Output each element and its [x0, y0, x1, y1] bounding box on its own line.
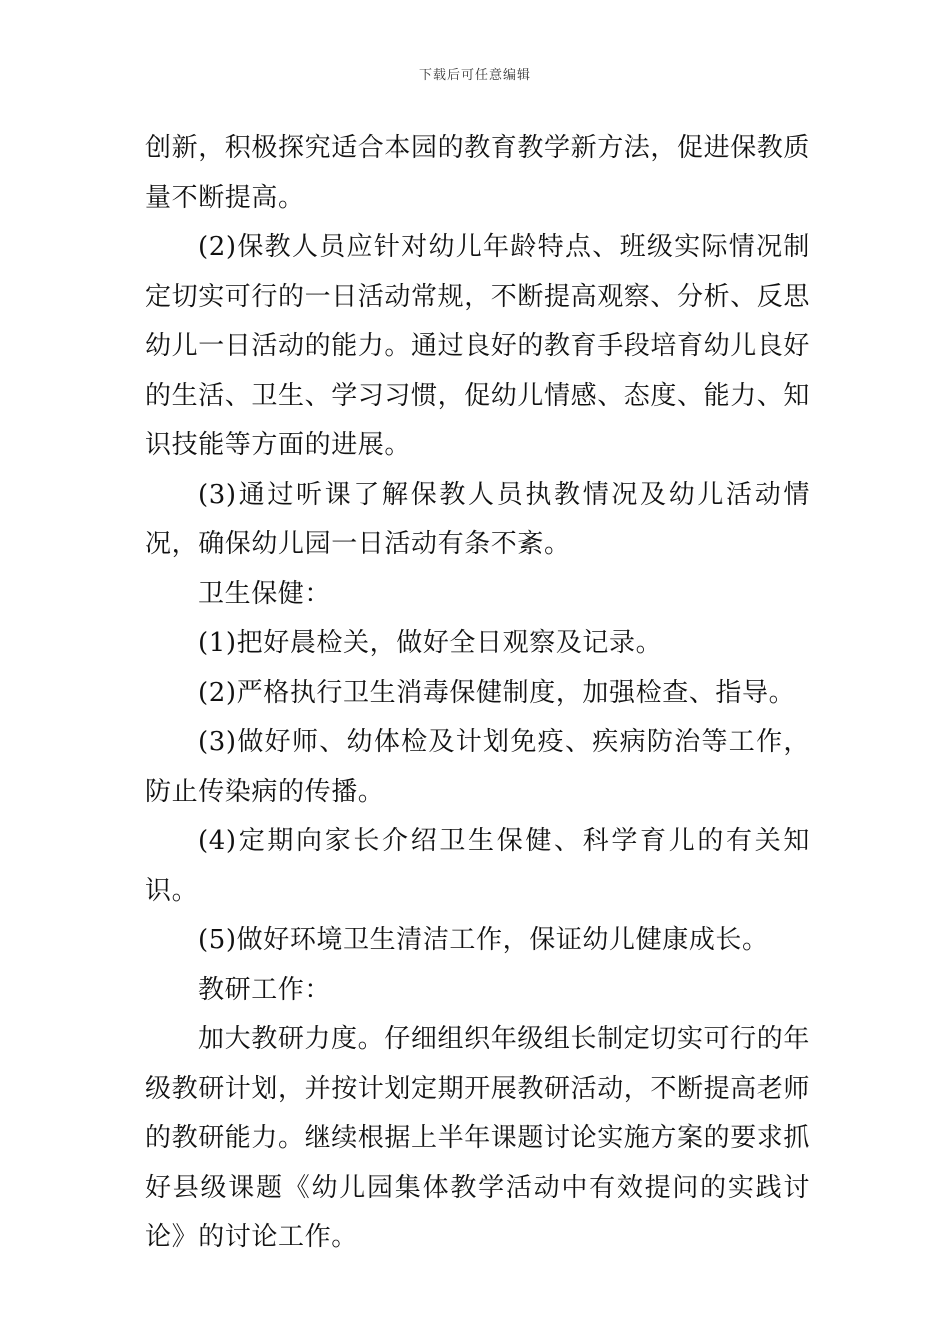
- paragraph-continuation: 创新，积极探究适合本园的教育教学新方法，促进保教质量不断提高。: [145, 133, 811, 213]
- health-item-4: (4)定期向家长介绍卫生保健、科学育儿的有关知识。: [145, 826, 810, 906]
- document-body: [145, 124, 810, 1263]
- health-item-3: (3)做好师、幼体检及计划免疫、疾病防治等工作，防止传染病的传播。: [145, 727, 810, 807]
- section-heading-health-care: 卫生保健：: [198, 578, 332, 609]
- health-item-1: (1)把好晨检关，做好全日观察及记录。: [198, 628, 663, 658]
- research-paragraph: 加大教研力度。仔细组织年级组长制定切实可行的年级教研计划，并按计划定期开展教研活动，不断提高老师的教研能力。继续根据上半年课题讨论实施方案的要求抓好县级课题《幼儿园集体教学活动中有效提问的实践讨论》的讨论工作。: [145, 1024, 811, 1252]
- health-item-5: (5)做好环境卫生清洁工作，保证幼儿健康成长。: [198, 925, 769, 955]
- paragraph-item-2: (2)保教人员应针对幼儿年龄特点、班级实际情况制定切实可行的一日活动常规，不断提高观察、分析、反思幼儿一日活动的能力。通过良好的教育手段培育幼儿良好的生活、卫生、学习习惯，促幼儿情感、态度、能力、知识技能等方面的进展。: [145, 232, 811, 460]
- page-header: 下载后可任意编辑: [418, 68, 531, 83]
- section-heading-teaching-research: 教研工作：: [198, 974, 332, 1005]
- paragraph-item-3: (3)通过听课了解保教人员执教情况及幼儿活动情况，确保幼儿园一日活动有条不紊。: [145, 479, 810, 559]
- health-item-2: (2)严格执行卫生消毒保健制度，加强检查、指导。: [198, 677, 796, 708]
